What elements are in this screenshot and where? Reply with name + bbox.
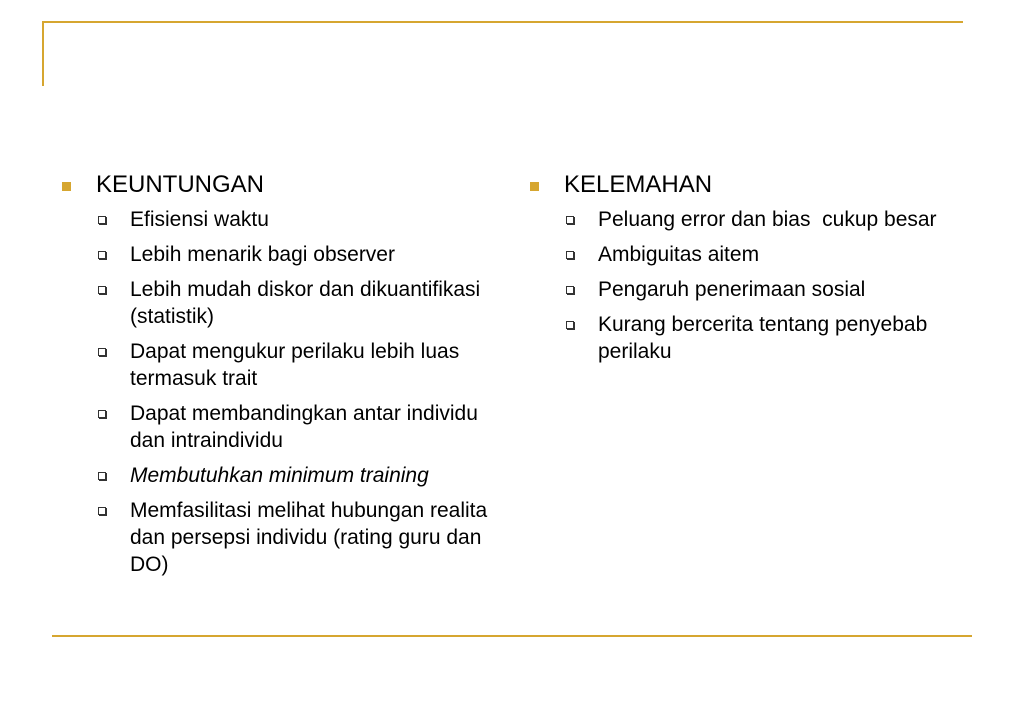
list-item-text: Membutuhkan minimum training [130, 464, 429, 487]
box-bullet-icon [566, 251, 574, 259]
list-item [60, 206, 500, 233]
list-item [60, 338, 500, 392]
left-rule [42, 21, 44, 86]
square-bullet-icon [62, 182, 71, 191]
square-bullet-icon [530, 182, 539, 191]
list-item [60, 400, 500, 454]
box-bullet-icon [566, 321, 574, 329]
list-item-text: Lebih mudah diskor dan dikuantifikasi (statistik) [130, 278, 481, 328]
list-item [60, 241, 500, 268]
box-bullet-icon [98, 286, 106, 294]
list-item [528, 276, 968, 303]
list-item-text: Lebih menarik bagi observer [130, 243, 395, 266]
list-item [528, 241, 968, 268]
box-bullet-icon [98, 251, 106, 259]
list-item [60, 462, 500, 489]
box-bullet-icon [98, 348, 106, 356]
box-bullet-icon [98, 216, 106, 224]
advantages-heading-text: KEUNTUNGAN [96, 171, 265, 198]
list-item [60, 497, 500, 578]
bottom-rule [52, 635, 972, 637]
disadvantages-heading [528, 170, 968, 200]
disadvantages-column [528, 170, 968, 373]
list-item-text: Memfasilitasi melihat hubungan realita dan persepsi individu (rating guru dan DO) [130, 499, 488, 576]
list-item-text: Peluang error dan bias cukup besar [598, 208, 937, 231]
box-bullet-icon [566, 216, 574, 224]
top-rule [42, 21, 963, 23]
advantages-column [60, 170, 500, 586]
disadvantages-heading-text: KELEMAHAN [564, 171, 713, 198]
list-item-text: Kurang bercerita tentang penyebab perilaku [598, 313, 928, 363]
list-item-text: Efisiensi waktu [130, 208, 269, 231]
box-bullet-icon [98, 410, 106, 418]
box-bullet-icon [98, 507, 106, 515]
advantages-heading [60, 170, 500, 200]
list-item-text: Dapat mengukur perilaku lebih luas termasuk trait [130, 340, 460, 390]
list-item-text: Dapat membandingkan antar individu dan intraindividu [130, 402, 478, 452]
disadvantages-list [528, 206, 968, 365]
list-item [528, 206, 968, 233]
list-item [60, 276, 500, 330]
list-item-text: Ambiguitas aitem [598, 243, 760, 266]
list-item [528, 311, 968, 365]
advantages-list [60, 206, 500, 578]
box-bullet-icon [566, 286, 574, 294]
list-item-text: Pengaruh penerimaan sosial [598, 278, 866, 301]
box-bullet-icon [98, 472, 106, 480]
